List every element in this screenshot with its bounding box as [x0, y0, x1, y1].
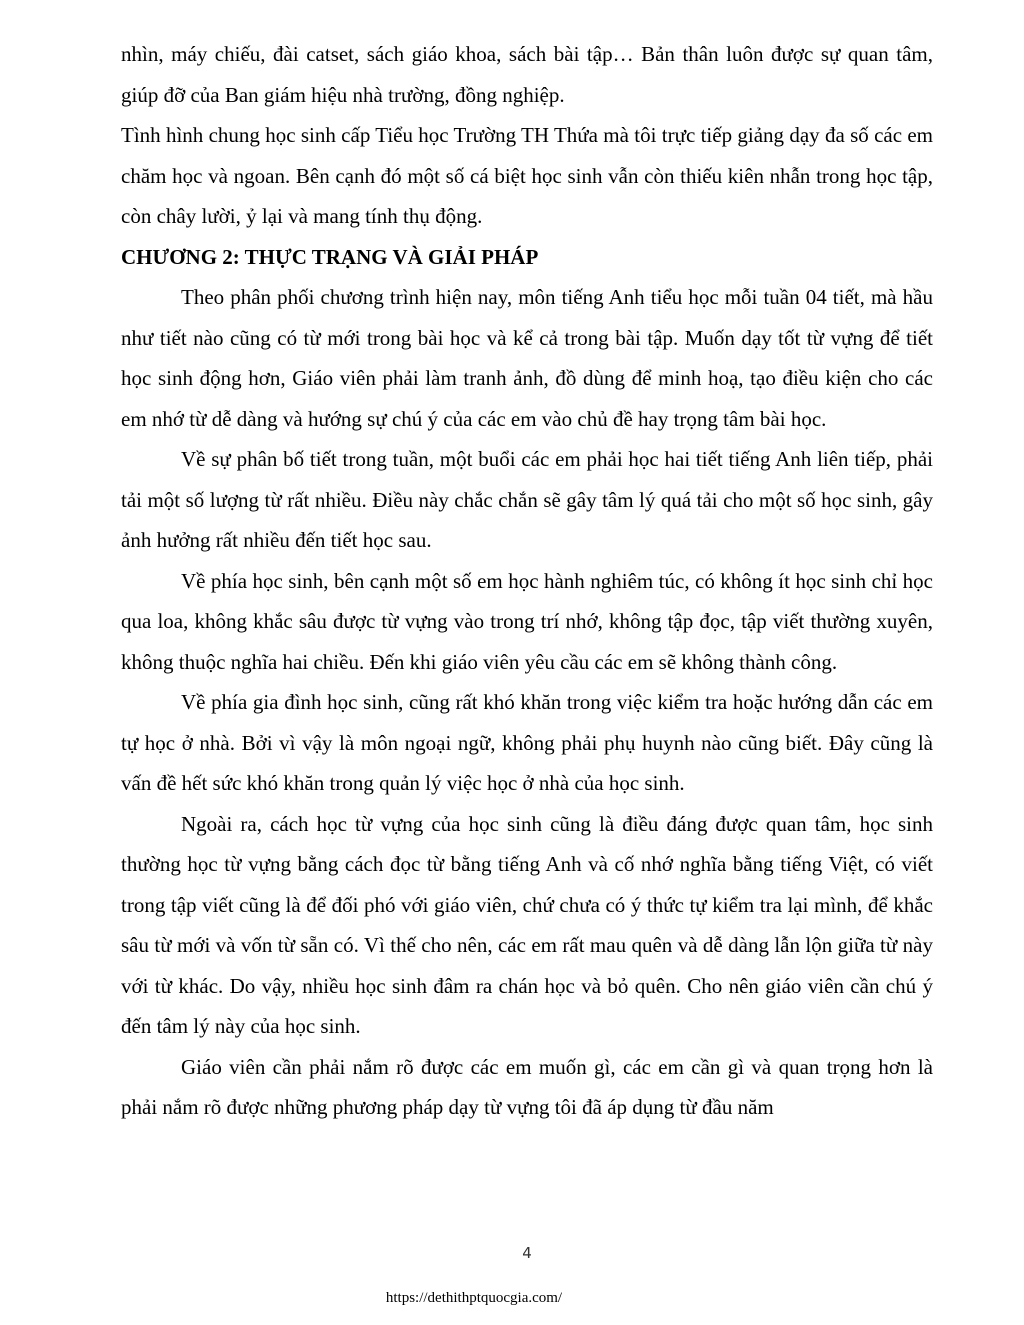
paragraph-curriculum: Theo phân phối chương trình hiện nay, môn tiếng Anh tiểu học mỗi tuần 04 tiết, mà hầu như tiết nào cũng có từ mới trong bài học và kể cả trong bài tập. Muốn dạy tốt từ vựng để tiết học sinh động hơn, Giáo viên phải làm tranh ảnh, đồ dùng để minh hoạ, tạo điều kiện cho các em nhớ từ dễ dàng và hướng sự chú ý của các em vào chủ đề hay trọng tâm bài học.	[121, 285, 933, 431]
paragraph-students: Về phía học sinh, bên cạnh một số em học hành nghiêm túc, có không ít học sinh chỉ học qua loa, không khắc sâu được từ vựng vào trong trí nhớ, không tập đọc, tập viết thường xuyên, không thuộc nghĩa hai chiều. Đến khi giáo viên yêu cầu các em sẽ không thành công.	[121, 568, 933, 674]
paragraph-families: Về phía gia đình học sinh, cũng rất khó khăn trong việc kiểm tra hoặc hướng dẫn các em tự học ở nhà. Bởi vì vậy là môn ngoại ngữ, không phải phụ huynh nào cũng biết. Đây cũng là vấn đề hết sức khó khăn trong quản lý việc học ở nhà của học sinh.	[121, 690, 933, 795]
paragraph-student-situation: Tình hình chung học sinh cấp Tiểu học Trường TH Thứa mà tôi trực tiếp giảng dạy đa số các em chăm học và ngoan. Bên cạnh đó một số cá biệt học sinh vẫn còn thiếu kiên nhẫn trong học tập, còn chây lười, ỷ lại và mang tính thụ động.	[121, 123, 933, 228]
chapter-heading: CHƯƠNG 2: THỰC TRẠNG VÀ GIẢI PHÁP	[121, 244, 539, 269]
page-number: 4	[522, 1244, 532, 1262]
paragraph-continuation: nhìn, máy chiếu, đài catset, sách giáo khoa, sách bài tập… Bản thân luôn được sự quan tâm, giúp đỡ của Ban giám hiệu nhà trường, đồng nghiệp.	[121, 42, 933, 107]
paragraph-learning-method: Ngoài ra, cách học từ vựng của học sinh cũng là điều đáng được quan tâm, học sinh thường học từ vựng bằng cách đọc từ bằng tiếng Anh và cố nhớ nghĩa bằng tiếng Việt, có viết trong tập viết cũng là để đối phó với giáo viên, chứ chưa có ý thức tự kiểm tra lại mình, để khắc sâu từ mới và vốn từ sẵn có. Vì thế cho nên, các em rất mau quên và dễ dàng lẫn lộn giữa từ này với từ khác. Do vậy, nhiều học sinh đâm ra chán học và bỏ quên. Cho nên giáo viên cần chú ý đến tâm lý này của học sinh.	[121, 811, 933, 1038]
paragraph-schedule: Về sự phân bố tiết trong tuần, một buổi các em phải học hai tiết tiếng Anh liên tiếp, phải tải một số lượng từ rất nhiều. Điều này chắc chắn sẽ gây tâm lý quá tải cho một số học sinh, gây ảnh hưởng rất nhiều đến tiết học sau.	[121, 447, 933, 552]
document-body	[121, 34, 933, 1128]
footer-url-link[interactable]: https://dethithptquocgia.com/	[385, 1290, 563, 1306]
paragraph-teacher: Giáo viên cần phải nắm rõ được các em muốn gì, các em cần gì và quan trọng hơn là phải nắm rõ được những phương pháp dạy từ vựng tôi đã áp dụng từ đầu năm	[121, 1054, 933, 1119]
